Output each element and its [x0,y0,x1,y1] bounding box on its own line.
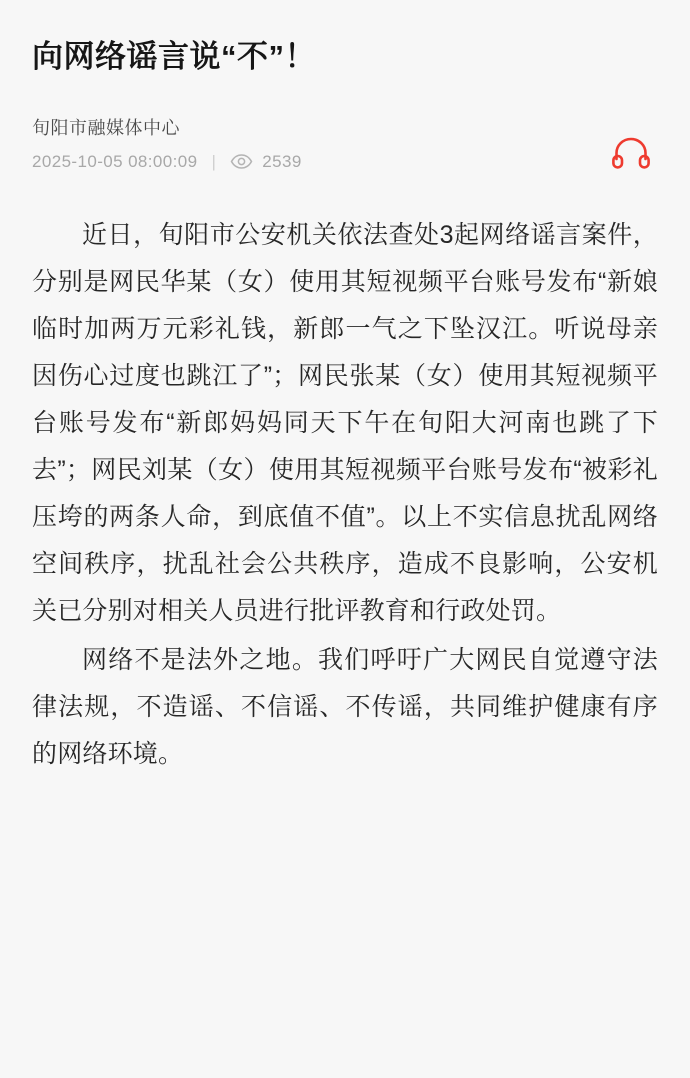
article-source: 旬阳市融媒体中心 [32,117,180,138]
view-count: 2539 [262,151,302,171]
article-paragraph: 近日，旬阳市公安机关依法查处3起网络谣言案件，分别是网民华某（女）使用其短视频平台账号发布“新娘临时加两万元彩礼钱，新郎一气之下坠汉江。听说母亲因伤心过度也跳江了”；网民张某（女）使用其短视频平台账号发布“新郎妈妈同天下午在旬阳大河南也跳了下去”；网民刘某（女）使用其短视频平台账号发布“被彩礼压垮的两条人命，到底值不值”。以上不实信息扰乱网络空间秩序，扰乱社会公共秩序，造成不良影响，公安机关已分别对相关人员进行批评教育和行政处罚。 [32,220,658,625]
meta-row [32,152,658,172]
article-body [32,212,658,778]
meta-separator: | [211,151,217,171]
eye-icon [230,154,253,169]
article-meta [32,114,658,172]
article-paragraph: 网络不是法外之地。我们呼吁广大网民自觉遵守法律法规，不造谣、不信谣、不传谣，共同维护健康有序的网络环境。 [32,645,658,768]
page-title: 向网络谣言说“不”！ [32,39,316,74]
listen-article-button[interactable] [608,136,654,176]
headphone-icon [611,135,651,176]
publish-datetime: 2025-10-05 08:00:09 [32,151,198,171]
